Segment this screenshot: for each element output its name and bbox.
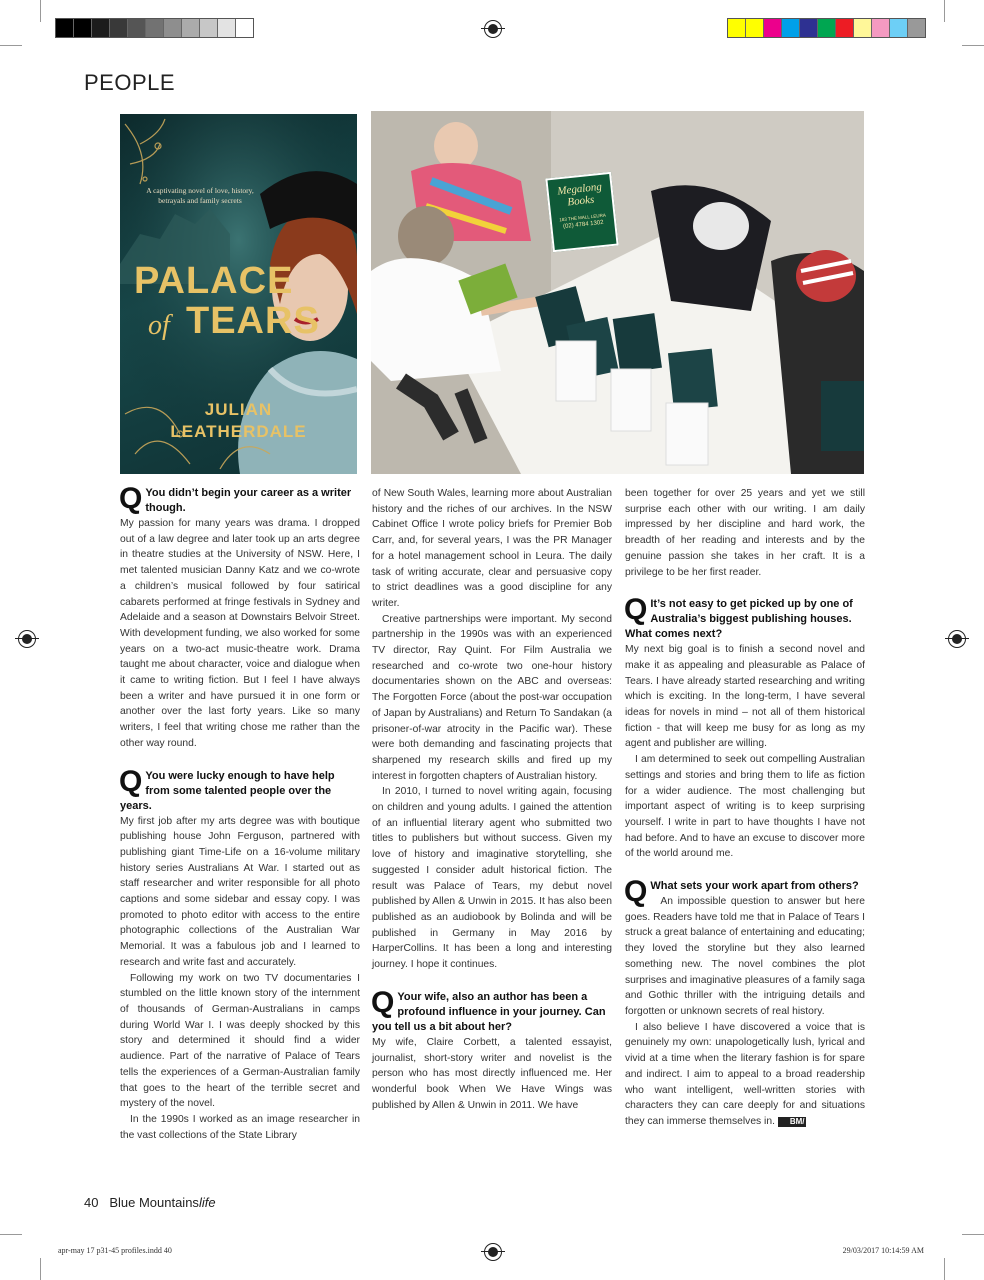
question-heading <box>624 593 865 642</box>
paragraph <box>625 1020 865 1130</box>
q-drop-cap: Q <box>119 764 143 798</box>
file-slug: apr-may 17 p31-45 profiles.indd 40 <box>58 1246 172 1255</box>
question-heading <box>119 764 360 814</box>
grayscale-color-bar <box>55 18 254 38</box>
paragraph-text: I also believe I have discovered a voice that is genuinely my own: unapologetically lush, lyrical and vivid at a time when the literary fashion is for spare and indirect. I aim to appeal to a broad readership who want intelligent, well-written stories with characters they can care deeply for and situations they can immerse themselves in. <box>625 1021 865 1127</box>
q-drop-cap: Q <box>624 875 648 909</box>
swatch <box>110 19 128 37</box>
timestamp-slug: 29/03/2017 10:14:59 AM <box>842 1246 924 1255</box>
paragraph: In the 1990s I worked as an image researcher in the vast collections of the State Library <box>120 1113 360 1141</box>
question-text: You were lucky enough to have help from some talented people over the years. <box>120 769 335 812</box>
page-number: 40 <box>84 1195 99 1210</box>
crop-mark <box>962 45 984 46</box>
swatch <box>56 19 74 37</box>
swatch <box>128 19 146 37</box>
swatch <box>782 19 800 37</box>
crop-mark <box>962 1234 984 1235</box>
magazine-name: Blue Mountains <box>109 1195 199 1210</box>
article-column-3 <box>625 486 865 1130</box>
registration-mark-icon <box>484 20 502 38</box>
swatch <box>854 19 872 37</box>
cover-title-line1: PALACE <box>134 260 294 302</box>
bookshop-sign <box>545 172 618 252</box>
swatch <box>164 19 182 37</box>
crop-mark <box>0 45 22 46</box>
paragraph: My wife, Claire Corbett, a talented essayist, journalist, short-story writer and novelist is the person who has most directly influenced me. Her wonderful book When We Have Wings was published by Allen & Unwin in 2011. We have <box>372 1036 612 1111</box>
swatch <box>746 19 764 37</box>
question-text: Your wife, also an author has been a profound influence in your journey. Can you tell us a bit about her? <box>372 990 606 1033</box>
paragraph: I am determined to seek out compelling Australian settings and stories and bring them to life as fiction for a wider audience. The most challenging but important aspect of writing is to keep surprising yourself. I write in part to have thoughts I have not had before. And to have an excuse to discover more of the world around me. <box>625 754 865 860</box>
swatch <box>836 19 854 37</box>
crop-mark <box>0 1234 22 1235</box>
process-color-bar <box>727 18 926 38</box>
swatch <box>890 19 908 37</box>
cover-title-line2: TEARS <box>186 300 320 342</box>
crop-mark <box>944 0 945 22</box>
section-title: PEOPLE <box>84 70 176 95</box>
question-heading <box>119 482 360 516</box>
paragraph: been together for over 25 years and yet we still surprise each other with our writing. I am daily impressed by her discipline and hard work, the breadth of her reading and interests and by the genuine passion she takes in her craft. It is a privilege to be her first reader. <box>625 488 865 578</box>
swatch <box>218 19 236 37</box>
paragraph: An impossible question to answer but here goes. Readers have told me that in Palace of Tears I struck a great balance of entertaining and educating; they loved the storyline but they also learned something new. The novel combines the plot surprises and imaginative pleasures of a family saga and Gothic thriller with the intriguing details and forgotten or unknown secrets of real history. <box>625 896 865 1017</box>
swatch <box>236 19 253 37</box>
paragraph: of New South Wales, learning more about Australian history and the riches of our archives. In the NSW Cabinet Office I wrote policy briefs for Premier Bob Carr, and, for several years, I was the PR Manager for a hotel management school in Leura. The daily task of writing accurate, clear and persuasive copy to strict deadlines was a good discipline for any writer. <box>372 488 612 609</box>
paragraph: Following my work on two TV documentaries I stumbled on the little known story of the internment of thousands of German-Australians in camps during World War I. I was deeply shocked by this story and determined it should find a wider audience. Part of the narrative of Palace of Tears tells the experiences of a German-Australian family that goes to the heart of the terrible secret and mystery of the novel. <box>120 972 360 1110</box>
book-cover-image <box>120 114 357 474</box>
sign-phone: (02) 4784 1302 <box>562 219 604 231</box>
cover-author-line1: JULIAN <box>204 400 273 419</box>
registration-mark-icon <box>484 1243 502 1261</box>
swatch <box>872 19 890 37</box>
swatch <box>92 19 110 37</box>
paragraph: My first job after my arts degree was with boutique publishing house John Ferguson, partnered with publishing giant Time-Life on a 16-volume military history series Australians At War. I started out as staff researcher and writer responsible for all photo captions and some sidebar and essay copy. I was promoted to photo editor with access to the entire photographic collections of the Australian War Memorial. It was a fabulous job and I learned to research and write fast and accurately. <box>120 815 360 968</box>
registration-mark-icon <box>18 630 36 648</box>
end-mark-icon: BM/ <box>778 1117 807 1127</box>
swatch <box>818 19 836 37</box>
paragraph: In 2010, I turned to novel writing again, focusing on children and young adults. I gained the attention of an influential literary agent who submitted two titles to publishers but without success. Given my love of history and imaginative storytelling, she suggested I consider adult historical fiction. The result was Palace of Tears, my debut novel published by Allen & Unwin in 2015. It has also been published as an audiobook by Bolinda and will be published in Germany in May 2016 by HarperCollins. It has been a long and interesting journey. I hope it continues. <box>372 786 612 971</box>
cover-tagline: A captivating novel of love, history, betrayals and family secrets <box>146 186 254 205</box>
swatch <box>74 19 92 37</box>
book-signing-photo <box>371 111 864 474</box>
registration-mark-icon <box>948 630 966 648</box>
cover-title-of: of <box>148 310 170 341</box>
swatch <box>200 19 218 37</box>
crop-mark <box>40 0 41 22</box>
cover-author-line2: LEATHERDALE <box>170 422 307 441</box>
photo-scene <box>371 111 864 474</box>
article-column-2 <box>372 486 612 1113</box>
question-heading <box>371 985 612 1035</box>
q-drop-cap: Q <box>371 985 395 1019</box>
sign-address: 183 THE MALL LEURA <box>559 212 607 223</box>
question-text: What sets your work apart from others? <box>650 880 859 893</box>
crop-mark <box>944 1258 945 1280</box>
magazine-name-italic: life <box>198 1195 216 1210</box>
article-column-1 <box>119 482 360 1143</box>
q-drop-cap: Q <box>624 593 648 627</box>
sign-line1: Megalong <box>556 180 603 198</box>
sign-line2: Books <box>566 193 595 209</box>
paragraph: My passion for many years was drama. I dropped out of a law degree and later took up an arts degree in theatre studies at the University of NSW. Here, I met talented musician Danny Katz and we co-wrote a children’s musical followed by four satirical cabarets performed at fringe festivals in Sydney and Adelaide and a season at Downstairs Belvoir Street. With development funding, we also worked for some years on a two-act music-theatre work. Drama taught me about character, voice and dialogue when it came to writing fiction. But I feel I have always been a writer and have pursued it in one form or another over the last forty years. Like so many writers, I feel that writing chose me rather than the other way round. <box>120 518 360 749</box>
q-drop-cap: Q <box>119 482 143 515</box>
swatch <box>182 19 200 37</box>
swatch <box>800 19 818 37</box>
paragraph: Creative partnerships were important. My second partnership in the 1990s was with an experienced TV director, Ray Quint. For Film Australia we researched and co-wrote two one-hour history documentaries shown on the ABC and overseas: The Forgotten Force (about the post-war occupation of Japan by Australians) and Return To Sandakan (a prisoner-of-war atrocity in the Pacific war). These were both demanding and fascinating projects that sharpened my research skills and fired up my interest in forgotten chapters of Australian history. <box>372 613 612 782</box>
crop-mark <box>40 1258 41 1280</box>
swatch <box>146 19 164 37</box>
paragraph: My next big goal is to finish a second novel and make it as appealing and pleasurable as Palace of Tears. I have already started researching and writing which is exciting. In the long-term, I have several ideas for novels in mind – not all of them historical fiction - that will keep me busy for as long as my agent and publisher are willing. <box>625 644 865 750</box>
page-footer <box>84 1195 216 1210</box>
question-text: It’s not easy to get picked up by one of Australia’s biggest publishing houses. What comes next? <box>625 598 853 641</box>
swatch <box>764 19 782 37</box>
question-text: You didn’t begin your career as a writer though. <box>145 487 352 514</box>
swatch <box>908 19 925 37</box>
question-heading <box>624 875 865 909</box>
swatch <box>728 19 746 37</box>
